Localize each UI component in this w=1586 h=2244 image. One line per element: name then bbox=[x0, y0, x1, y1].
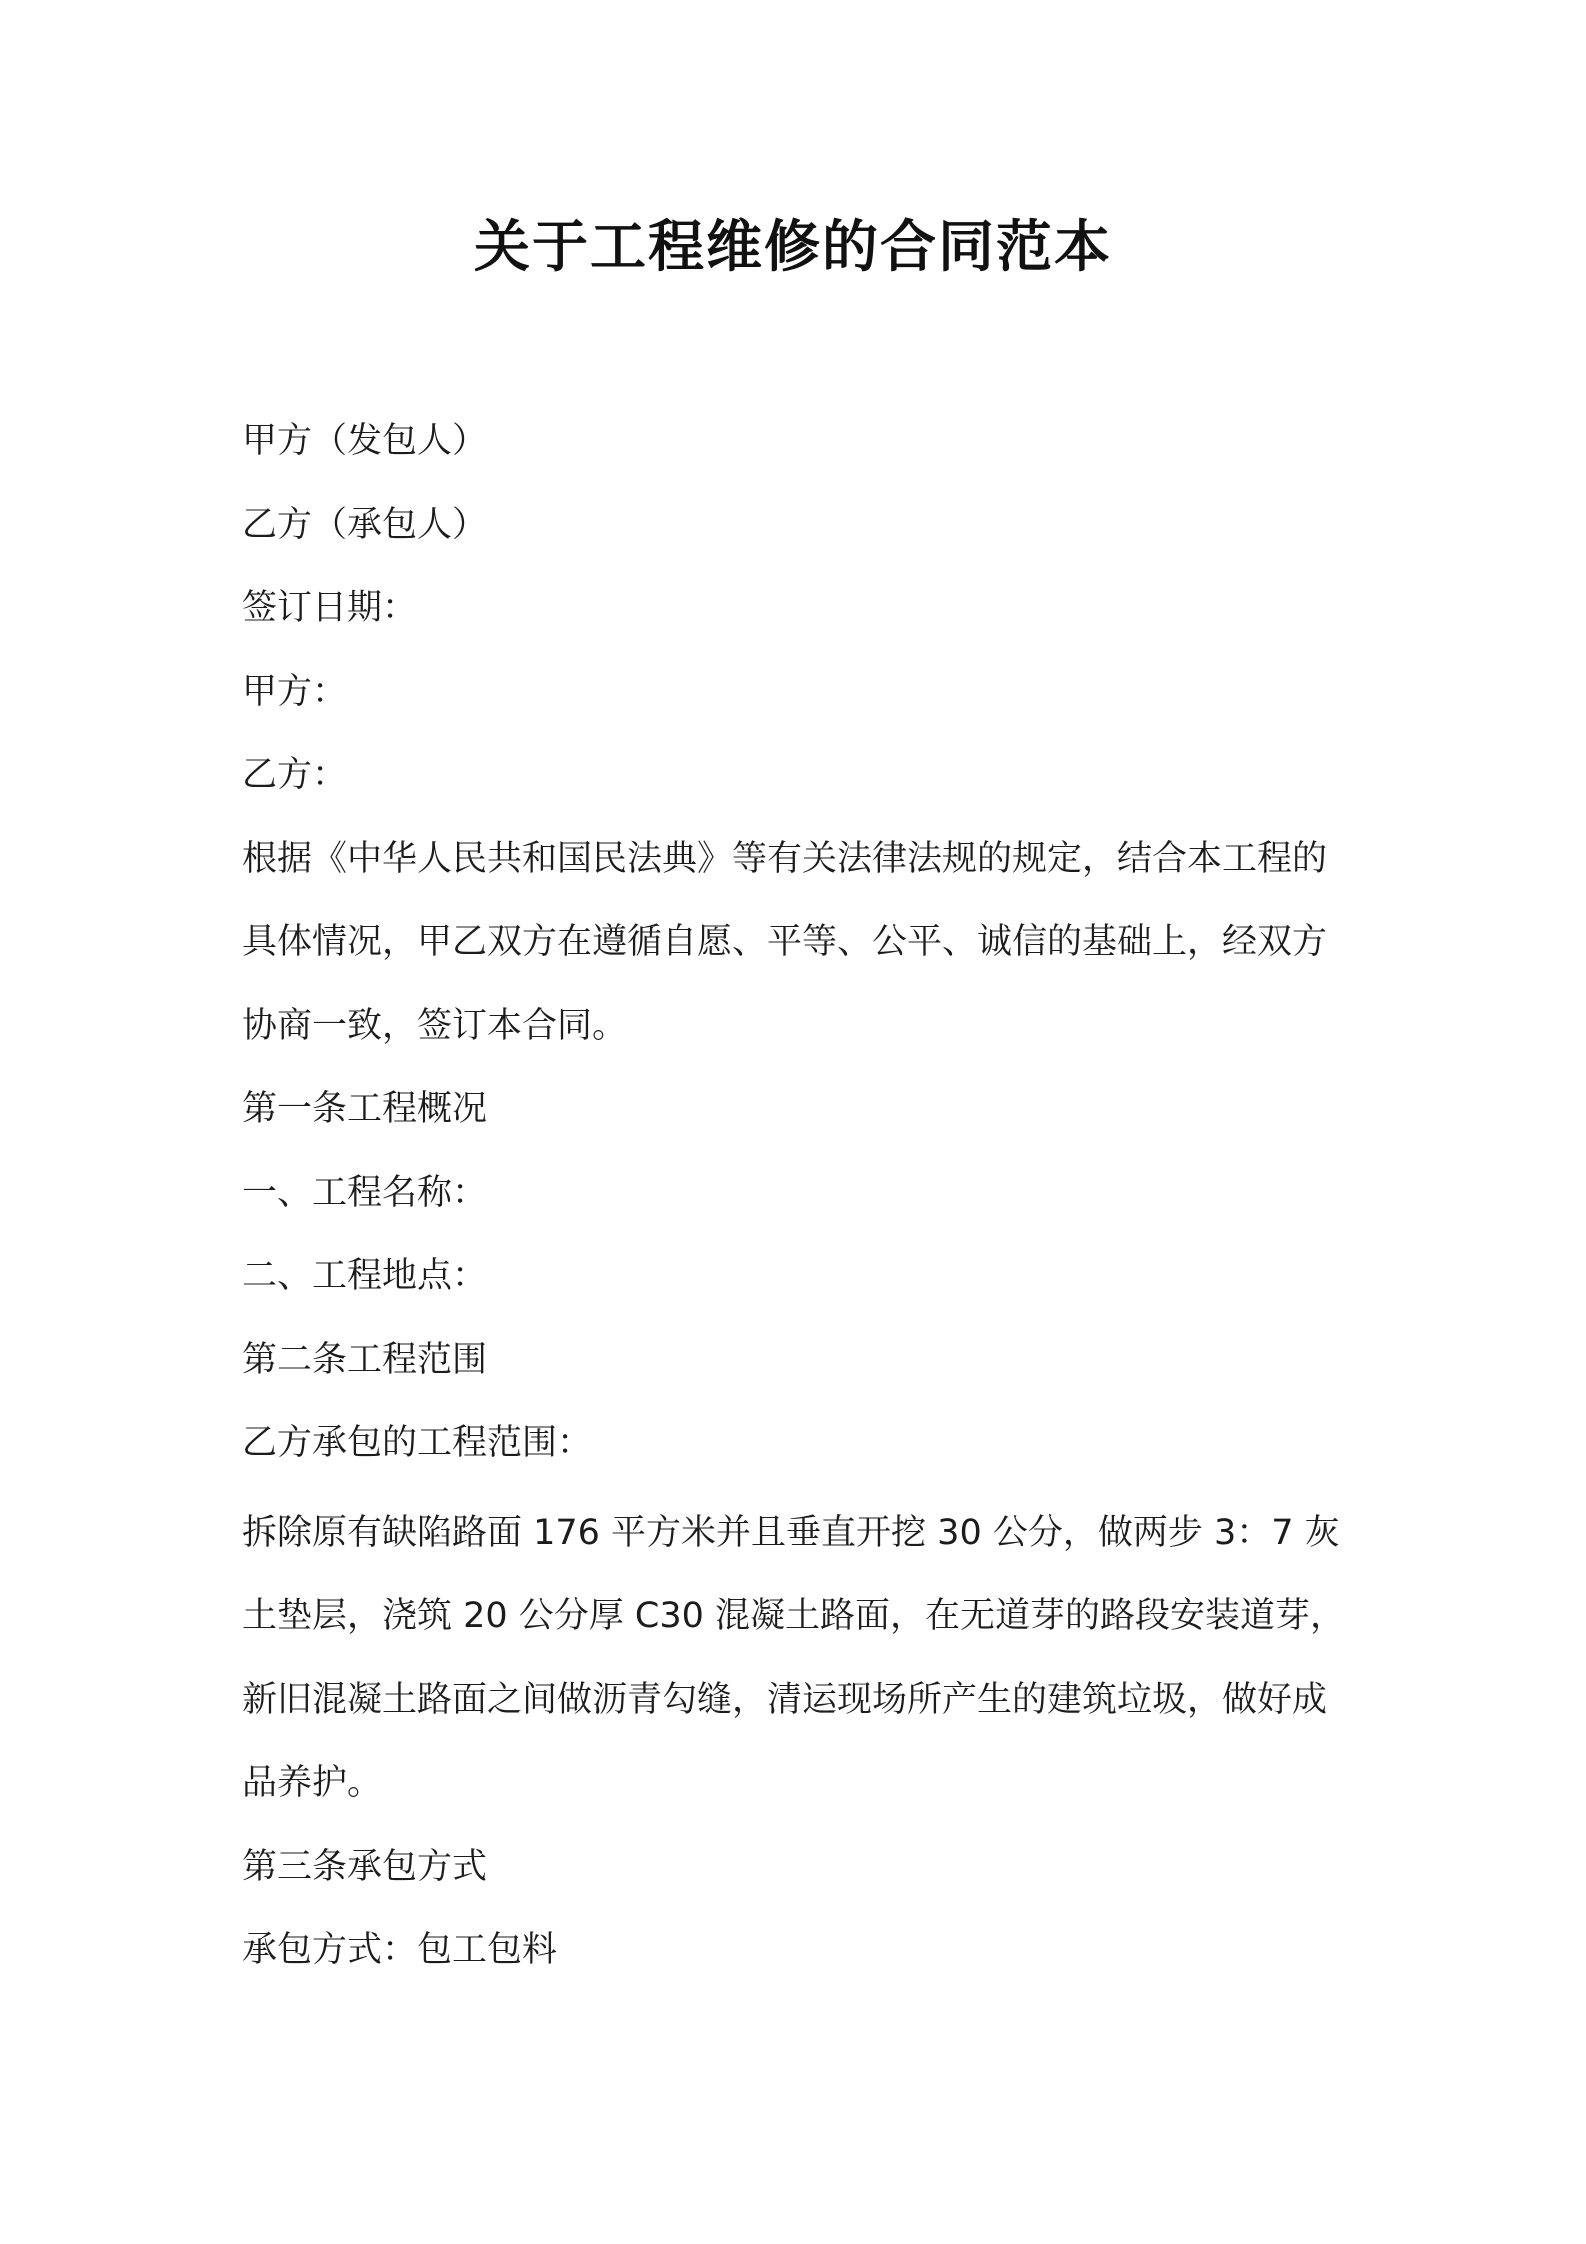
party-b-line: 乙方： bbox=[242, 755, 348, 795]
project-name: 一、工程名称： bbox=[242, 1172, 488, 1213]
scope-intro: 乙方承包的工程范围： bbox=[242, 1423, 593, 1463]
article-1-heading: 第一条工程概况 bbox=[242, 1089, 488, 1129]
project-location: 二、工程地点： bbox=[242, 1256, 488, 1296]
signing-date: 签订日期： bbox=[242, 588, 418, 628]
preamble-paragraph: 根据《中华人民共和国民法典》等有关法律法规的规定，结合本工程的具体情况，甲乙双方在遵循自愿、平等、公平、诚信的基础上，经双方协商一致，签订本合同。 bbox=[242, 838, 1328, 1046]
document-title: 关于工程维修的合同范本 bbox=[474, 215, 1112, 280]
party-b-header: 乙方（承包人） bbox=[242, 504, 488, 545]
article-2-heading: 第二条工程范围 bbox=[242, 1339, 488, 1380]
party-a-line: 甲方： bbox=[242, 671, 348, 712]
party-a-header: 甲方（发包人） bbox=[242, 421, 488, 461]
contract-method: 承包方式：包工包料 bbox=[242, 1930, 558, 1970]
scope-details: 拆除原有缺陷路面 176 平方米并且垂直开挖 30 公分，做两步 3：7 灰土垫层，浇筑 20 公分厚 C30 混凝土路面，在无道芽的路段安装道芽，新旧混凝土路面之间做沥青勾缝，清运现场所产生的建筑垃圾，做好成品养护。 bbox=[242, 1512, 1346, 1803]
document-body bbox=[242, 400, 1358, 1993]
article-3-heading: 第三条承包方式 bbox=[242, 1846, 488, 1887]
